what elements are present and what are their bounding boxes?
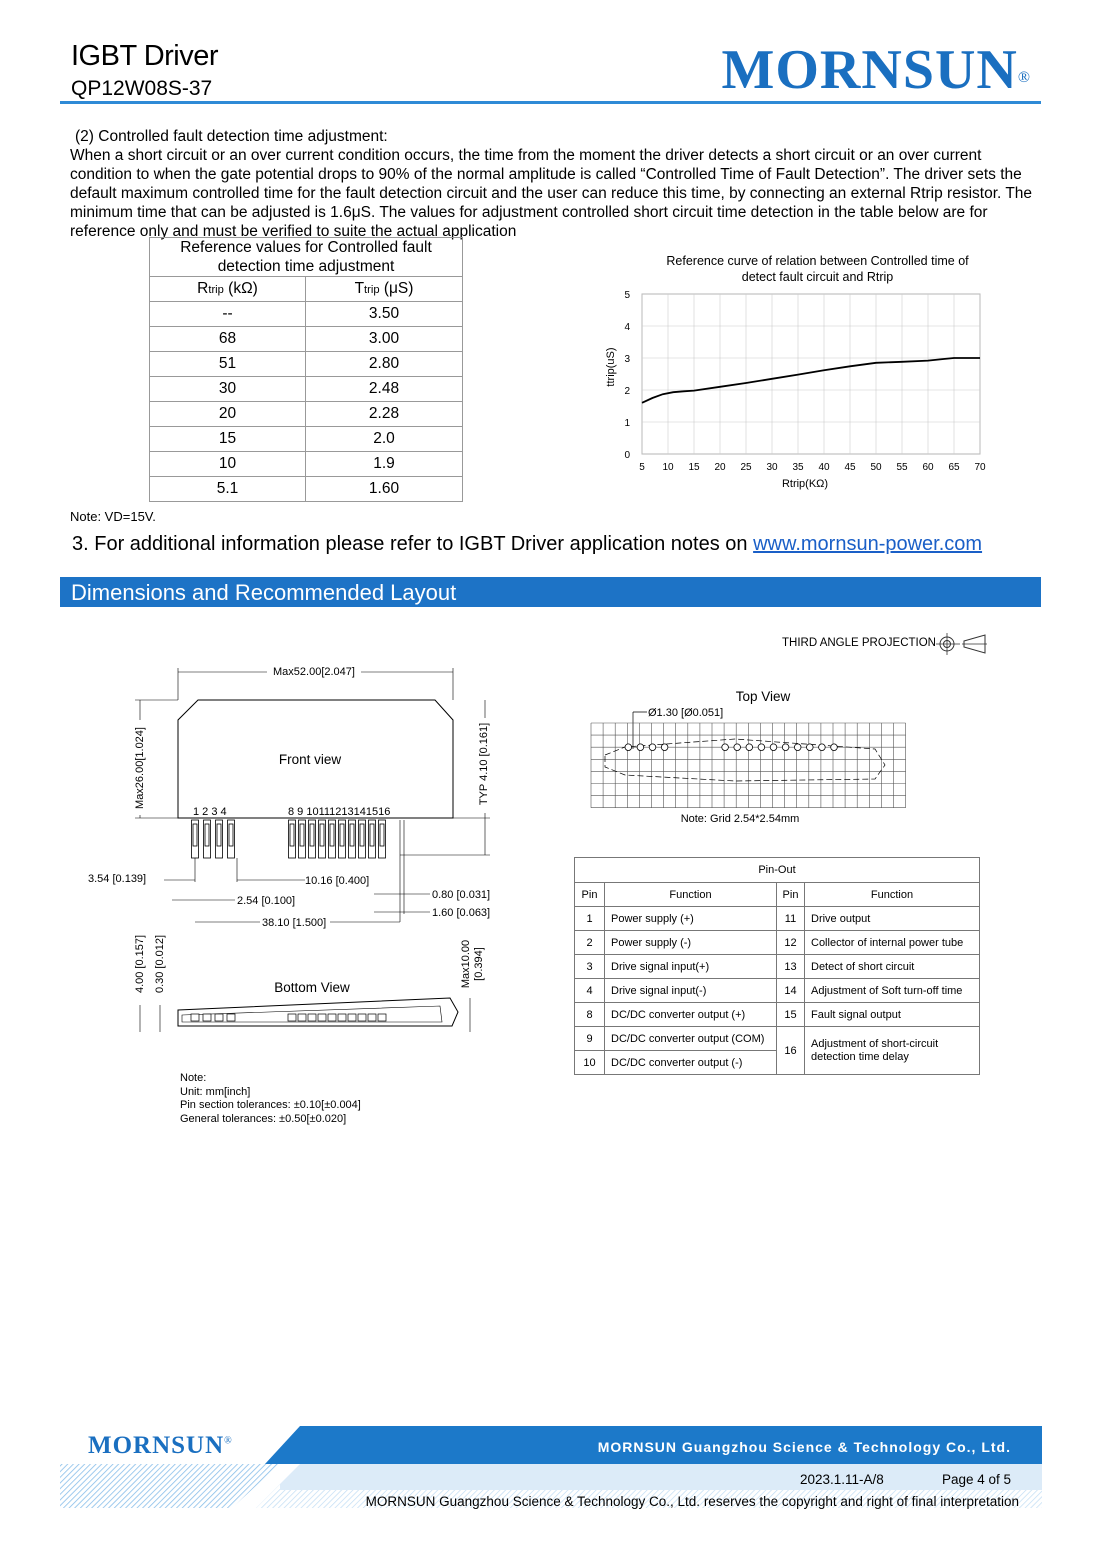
pin-hole xyxy=(649,744,656,751)
section-title: Dimensions and Recommended Layout xyxy=(71,580,457,605)
pin-16: 16 xyxy=(777,1027,805,1075)
pin-hole xyxy=(782,744,789,751)
bottom-pin xyxy=(308,1014,316,1021)
dim-0-30: 0.30 [0.012] xyxy=(154,934,166,994)
chart-title xyxy=(640,253,995,285)
pinout-header-function: Function xyxy=(805,883,980,907)
bottom-pin xyxy=(368,1014,376,1021)
pin-hole xyxy=(831,744,838,751)
pin-inner xyxy=(193,824,197,846)
note-vd: Note: VD=15V. xyxy=(70,509,156,524)
x-tick-label: 40 xyxy=(818,462,830,473)
table-row: 2 Power supply (-) 12 Collector of internal power tube xyxy=(575,931,980,955)
dim-2-54: 2.54 [0.100] xyxy=(237,895,296,907)
bottom-pin xyxy=(203,1014,211,1021)
chart-title-line-1: Reference curve of relation between Controlled time of xyxy=(666,254,969,268)
table-row: 3 Drive signal input(+) 13 Detect of short circuit xyxy=(575,955,980,979)
pinout-header-pin: Pin xyxy=(575,883,605,907)
pin-inner xyxy=(300,824,304,846)
registered-mark: ® xyxy=(1017,69,1031,86)
dimension-note: Note: Unit: mm[inch] Pin section tolerances: ±0.10[±0.004] General tolerances: ±0.50[±0.020] xyxy=(180,1072,361,1125)
pin-inner xyxy=(370,824,374,846)
section-heading: (2) Controlled fault detection time adjustment: xyxy=(75,128,388,145)
section-body: When a short circuit or an over current condition occurs, the time from the moment the driver detects a short circuit or an over current condition to when the gate potential drops to 90% of the normal amplitude is called “Controlled Time of Fault Detection”. The driver sets the default maximum controlled time for the fault detection circuit and the user can reduce this time, by connecting an external Rtrip resistor. The minimum time that can be adjusted is 1.6μS. The values for adjustment controlled short circuit time detection in the table below are for reference only and must be verified to suite the actual application xyxy=(70,147,1033,240)
pin-inner xyxy=(217,824,221,846)
caption-line-1: Reference values for Controlled fault xyxy=(180,239,432,256)
bottom-pin xyxy=(378,1014,386,1021)
footer-company: MORNSUN Guangzhou Science & Technology Co., Ltd. xyxy=(597,1439,1011,1455)
bottom-pin xyxy=(348,1014,356,1021)
dim-38-10: 38.10 [1.500] xyxy=(262,917,327,929)
pin-hole xyxy=(746,744,753,751)
top-view-layout xyxy=(585,683,915,828)
max-height-dimension: Max26.00[1.024] xyxy=(134,727,146,809)
pin-inner xyxy=(205,824,209,846)
x-tick-label: 50 xyxy=(870,462,882,473)
mornsun-logo xyxy=(722,40,1031,100)
footer-copyright: MORNSUN Guangzhou Science & Technology Co., Ltd. reserves the copyright and right of final interpretation xyxy=(365,1494,1019,1509)
x-tick-label: 25 xyxy=(740,462,752,473)
pinout-header-function: Function xyxy=(605,883,777,907)
hole-dimension: Ø1.30 [Ø0.051] xyxy=(648,707,724,719)
pin-hole xyxy=(661,744,668,751)
top-view-label: Top View xyxy=(735,689,791,704)
grid-note: Note: Grid 2.54*2.54mm xyxy=(680,813,800,825)
y-tick-label: 4 xyxy=(624,322,630,333)
pin-16-function: Adjustment of short-circuit detection time delay xyxy=(805,1027,980,1075)
pin-inner xyxy=(380,824,384,846)
typ-pin-dimension: TYP 4.10 [0.161] xyxy=(478,722,490,806)
y-tick-label: 2 xyxy=(624,386,630,397)
footer-date: 2023.1.11-A/8 xyxy=(800,1472,884,1487)
pin-inner xyxy=(340,824,344,846)
pins-right-label: 8 9 10111213141516 xyxy=(288,806,391,818)
bottom-pin xyxy=(227,1014,235,1021)
front-view-label: Front view xyxy=(278,752,342,767)
pin-outlines xyxy=(192,820,405,922)
bottom-view-label: Bottom View xyxy=(274,980,350,995)
pinout-header-pin: Pin xyxy=(777,883,805,907)
pin-hole xyxy=(722,744,729,751)
pin-inner xyxy=(290,824,294,846)
x-tick-label: 70 xyxy=(974,462,986,473)
table-caption xyxy=(150,238,463,277)
header-rule xyxy=(60,101,1041,104)
pin-inner xyxy=(360,824,364,846)
mornsun-website-link[interactable]: www.mornsun-power.com xyxy=(753,533,983,555)
dim-4-00: 4.00 [0.157] xyxy=(134,934,146,994)
rtrip-curve-chart xyxy=(590,282,1010,497)
x-tick-label: 55 xyxy=(896,462,908,473)
table-row: 15 2.0 xyxy=(150,427,463,452)
reference-values-table xyxy=(149,237,463,502)
caption-line-2: detection time adjustment xyxy=(217,258,395,275)
dim-max10-inch: [0.394] xyxy=(473,947,485,981)
y-tick-label: 5 xyxy=(624,290,630,301)
table-row: 1 Power supply (+) 11 Drive output xyxy=(575,907,980,931)
projection-label: THIRD ANGLE PROJECTION xyxy=(782,637,936,649)
fault-detection-section xyxy=(70,127,1035,241)
col-header-ttrip: Ttrip (μS) xyxy=(306,277,463,302)
table-row: 9 DC/DC converter output (COM) 16 Adjustment of short-circuit detection time delay xyxy=(575,1027,980,1051)
table-row: 30 2.48 xyxy=(150,377,463,402)
third-angle-projection-icon xyxy=(936,632,988,656)
table-row: 10 1.9 xyxy=(150,452,463,477)
pin-hole xyxy=(807,744,814,751)
bottom-pin xyxy=(215,1014,223,1021)
table-row: 4 Drive signal input(-) 14 Adjustment of Soft turn-off time xyxy=(575,979,980,1003)
pin-hole xyxy=(770,744,777,751)
y-tick-label: 1 xyxy=(624,418,630,429)
table-row: 8 DC/DC converter output (+) 15 Fault signal output xyxy=(575,1003,980,1027)
bottom-pin xyxy=(328,1014,336,1021)
x-tick-label: 5 xyxy=(639,462,645,473)
x-axis-label: Rtrip(KΩ) xyxy=(781,478,829,490)
series-line xyxy=(642,358,980,403)
bottom-pin xyxy=(191,1014,199,1021)
x-tick-label: 15 xyxy=(688,462,700,473)
table-row: 5.1 1.60 xyxy=(150,477,463,502)
x-tick-label: 65 xyxy=(948,462,960,473)
pin-hole xyxy=(758,744,765,751)
footer-logo: MORNSUN® xyxy=(88,1432,233,1459)
x-tick-label: 35 xyxy=(792,462,804,473)
pin-hole xyxy=(734,744,741,751)
chart-ticks xyxy=(624,290,986,473)
pin-inner xyxy=(310,824,314,846)
additional-info xyxy=(72,531,982,557)
logo-text: MORNSUN xyxy=(721,39,1018,101)
bottom-pin xyxy=(318,1014,326,1021)
pin-inner xyxy=(229,824,233,846)
pin-inner xyxy=(320,824,324,846)
pin-hole xyxy=(794,744,801,751)
dim-3-54: 3.54 [0.139] xyxy=(88,873,147,885)
table-row: -- 3.50 xyxy=(150,302,463,327)
pin-inner xyxy=(330,824,334,846)
footer-page: Page 4 of 5 xyxy=(942,1472,1012,1487)
table-row: 51 2.80 xyxy=(150,352,463,377)
pinout-table xyxy=(574,857,980,1075)
y-axis-label: ttrip(uS) xyxy=(605,347,617,387)
x-tick-label: 20 xyxy=(714,462,726,473)
dim-10-16: 10.16 [0.400] xyxy=(305,875,370,887)
x-tick-label: 30 xyxy=(766,462,778,473)
bottom-pin xyxy=(298,1014,306,1021)
table-row: 68 3.00 xyxy=(150,327,463,352)
plot-frame xyxy=(642,294,980,454)
bottom-pin xyxy=(288,1014,296,1021)
bottom-pin xyxy=(338,1014,346,1021)
y-tick-label: 3 xyxy=(624,354,630,365)
x-tick-label: 45 xyxy=(844,462,856,473)
pin-hole xyxy=(637,744,644,751)
table-row: 10 DC/DC converter output (-) xyxy=(575,1051,980,1075)
chart-title-line-2: detect fault circuit and Rtrip xyxy=(741,270,894,284)
x-tick-label: 10 xyxy=(662,462,674,473)
document-title: IGBT Driver xyxy=(71,40,219,72)
additional-info-text: 3. For additional information please refer to IGBT Driver application notes on xyxy=(72,533,754,555)
model-number: QP12W08S-37 xyxy=(71,77,213,100)
pin-hole xyxy=(819,744,826,751)
x-tick-label: 60 xyxy=(922,462,934,473)
section-bar xyxy=(60,577,1041,607)
col-header-rtrip: Rtrip (kΩ) xyxy=(150,277,306,302)
layout-grid xyxy=(591,723,906,808)
pin-hole xyxy=(625,744,632,751)
dimension-drawing xyxy=(80,660,520,1070)
dim-1-60: 1.60 [0.063] xyxy=(432,907,491,919)
table-row: 20 2.28 xyxy=(150,402,463,427)
pinout-title: Pin-Out xyxy=(575,858,980,883)
chart-grid xyxy=(642,294,980,454)
max-width-dimension: Max52.00[2.047] xyxy=(273,666,355,678)
dim-0-80: 0.80 [0.031] xyxy=(432,889,491,901)
pins-left-label: 1 2 3 4 xyxy=(193,806,227,818)
dim-max10: Max10.00 xyxy=(460,939,472,989)
pin-inner xyxy=(350,824,354,846)
bottom-pin xyxy=(358,1014,366,1021)
y-tick-label: 0 xyxy=(624,450,630,461)
